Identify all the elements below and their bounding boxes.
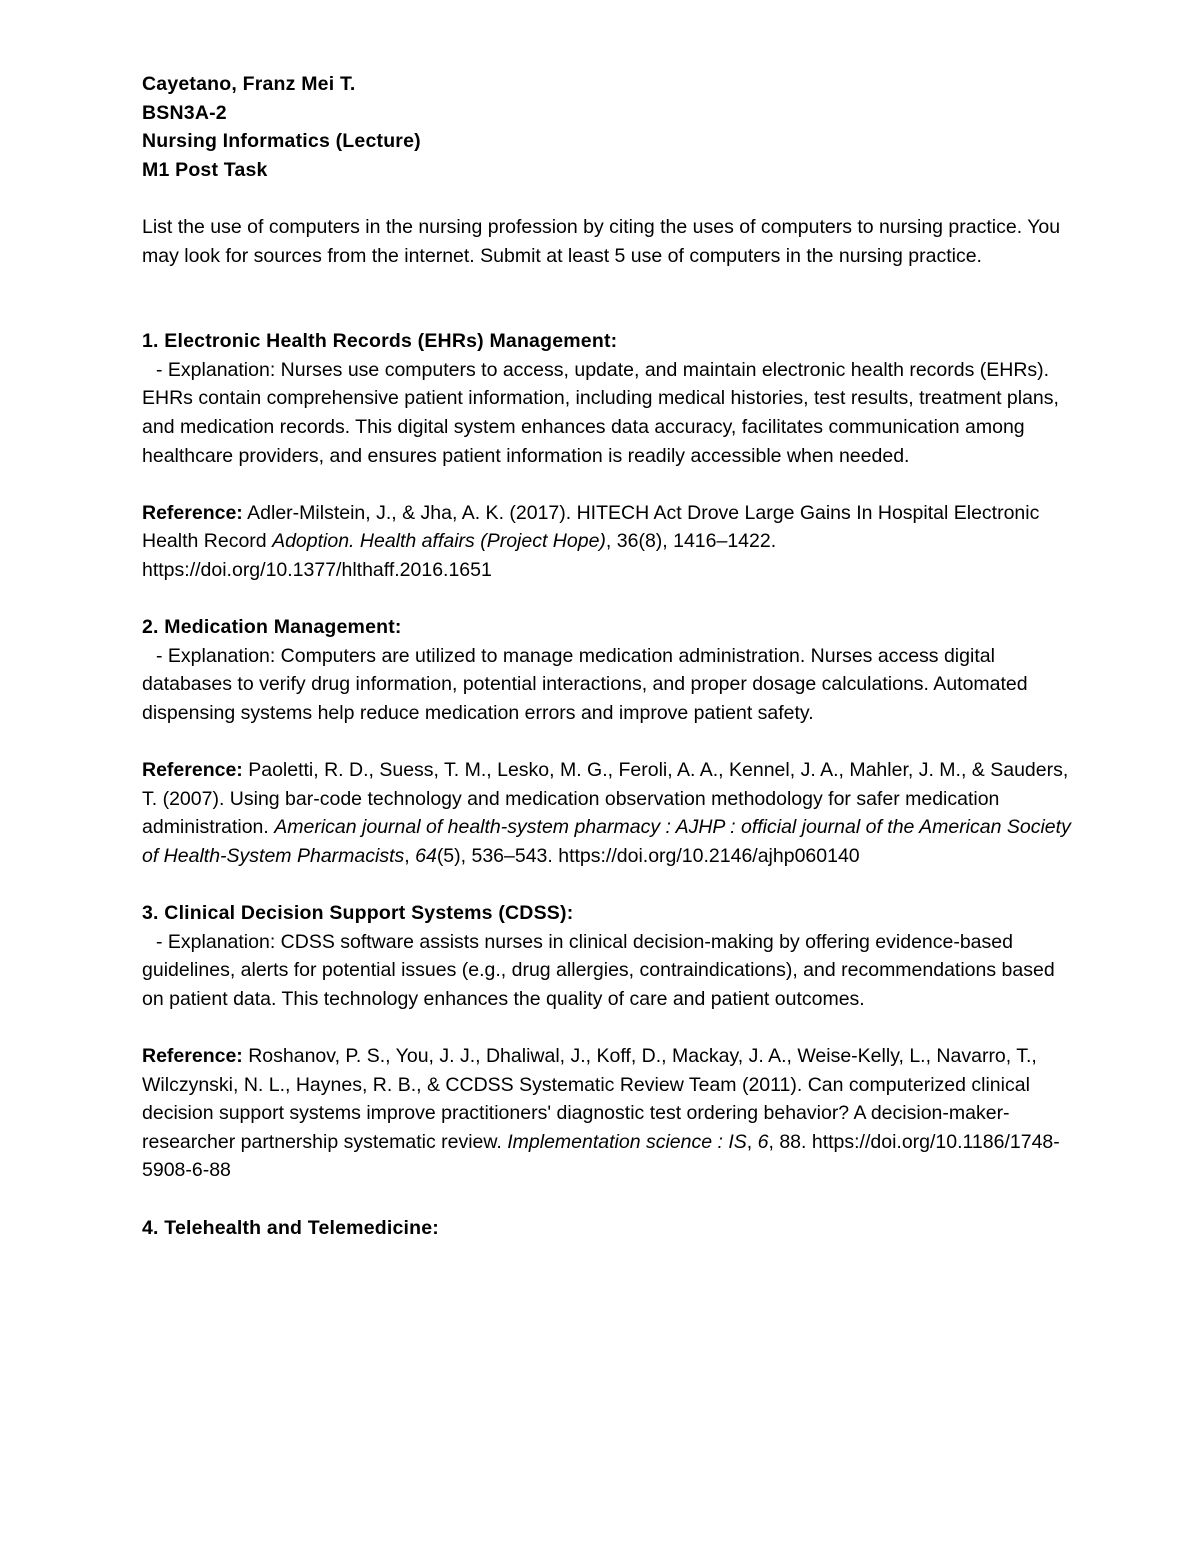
item-1-title: 1. Electronic Health Records (EHRs) Management: [142, 330, 618, 353]
reference-journal: American journal of health-system pharmacy : AJHP : official journal of the American Society of Health-System Pharmacists [142, 816, 1071, 867]
item-3-explanation: - Explanation: CDSS software assists nurses in clinical decision-making by offering evidence-based guidelines, alerts for potential issues (e.g., drug allergies, contraindications), and recommendations based on patient data. This technology enhances the quality of care and patient outcomes. [142, 930, 1055, 1010]
reference-citation: , 36(8), 1416–1422. https://doi.org/10.1377/hlthaff.2016.1651 [142, 530, 777, 581]
reference-volume: 64 [415, 844, 437, 867]
task-prompt: List the use of computers in the nursing profession by citing the uses of computers to nursing practice. You may look for sources from the internet. Submit at least 5 use of computers in the nursing practice. [142, 215, 1061, 267]
item-2-explanation: - Explanation: Computers are utilized to manage medication administration. Nurses access digital databases to verify drug information, potential interactions, and proper dosage calculations. Automated dispensing systems help reduce medication errors and improve patient safety. [142, 644, 1028, 724]
item-2-reference [142, 756, 1072, 870]
reference-citation: , 88. https://doi.org/10.1186/1748-5908-6-88 [142, 1130, 1060, 1182]
task-title: M1 Post Task [142, 158, 268, 181]
reference-journal: Implementation science : IS [507, 1130, 747, 1153]
item-4 [142, 1214, 1072, 1243]
course-title: Nursing Informatics (Lecture) [142, 130, 421, 153]
document-page [142, 70, 1072, 1242]
reference-journal: Adoption. Health affairs (Project Hope) [272, 530, 606, 553]
item-3-title: 3. Clinical Decision Support Systems (CDSS): [142, 902, 574, 925]
item-4-title: 4. Telehealth and Telemedicine: [142, 1216, 439, 1239]
reference-separator: , [746, 1130, 758, 1153]
reference-label: Reference: [142, 759, 243, 782]
item-3-reference [142, 1042, 1072, 1185]
reference-separator: , [404, 844, 416, 867]
item-3 [142, 899, 1072, 1185]
reference-citation: (5), 536–543. https://doi.org/10.2146/ajhp060140 [436, 844, 860, 867]
item-1-explanation: - Explanation: Nurses use computers to access, update, and maintain electronic health records (EHRs). EHRs contain comprehensive patient information, including medical histories, test results, treatment plans, and medication records. This digital system enhances data accuracy, facilitates communication among healthcare providers, and ensures patient information is readily accessible when needed. [142, 358, 1059, 467]
student-name: Cayetano, Franz Mei T. [142, 73, 356, 95]
reference-text: Paoletti, R. D., Suess, T. M., Lesko, M. G., Feroli, A. A., Kennel, J. A., Mahler, J. M., & Sauders, T. (2007). Using bar-code technology and medication observation methodology for safer medication administration. [142, 759, 1069, 839]
item-1-reference [142, 499, 1072, 585]
reference-text: Adler-Milstein, J., & Jha, A. K. (2017). HITECH Act Drove Large Gains In Hospital Electronic Health Record [142, 501, 1040, 553]
reference-volume: 6 [757, 1130, 769, 1153]
item-2-title: 2. Medication Management: [142, 616, 402, 639]
reference-text: Roshanov, P. S., You, J. J., Dhaliwal, J., Koff, D., Mackay, J. A., Weise-Kelly, L., Navarro, T., Wilczynski, N. L., Haynes, R. B., & CCDSS Systematic Review Team (2011). Can computerized clinical decision support systems improve practitioners' diagnostic test ordering behavior? A decision-maker-researcher partnership systematic review. [142, 1045, 1037, 1153]
item-1 [142, 327, 1072, 584]
reference-label: Reference: [142, 501, 243, 524]
reference-label: Reference: [142, 1045, 243, 1067]
student-section: BSN3A-2 [142, 101, 227, 124]
item-2 [142, 613, 1072, 870]
